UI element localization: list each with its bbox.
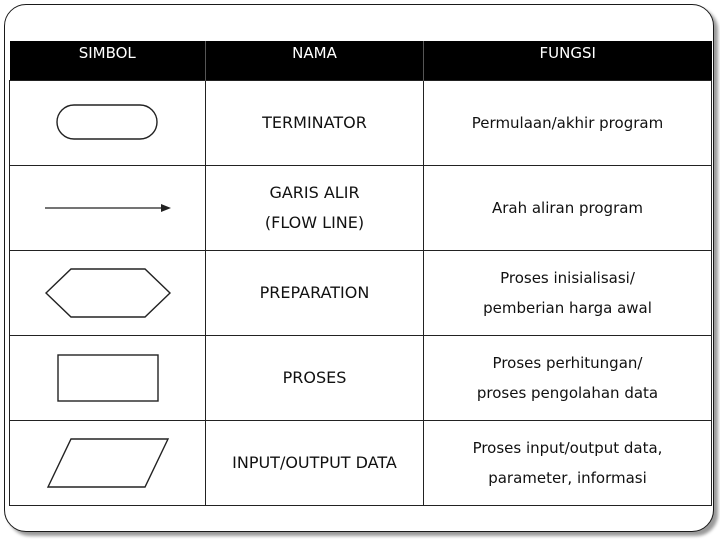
name-cell [206, 421, 424, 506]
name-cell [206, 166, 424, 251]
function-line: Proses inisialisasi/ [500, 269, 635, 287]
input-output-parallelogram-icon [45, 436, 171, 490]
name-line: INPUT/OUTPUT DATA [232, 453, 397, 472]
header-name: NAMA [206, 41, 424, 81]
name-cell [206, 336, 424, 421]
table-row [10, 251, 712, 336]
table-header-row [10, 41, 712, 81]
function-line: Permulaan/akhir program [471, 114, 664, 132]
function-line: Proses perhitungan/ [492, 354, 643, 372]
function-cell [424, 251, 712, 336]
header-function: FUNGSI [424, 41, 712, 81]
name-line: PREPARATION [259, 283, 370, 302]
function-cell [424, 421, 712, 506]
preparation-hexagon-icon [43, 266, 173, 320]
flow-line-arrow-icon [43, 198, 173, 218]
name-cell [206, 81, 424, 166]
name-line: PROSES [282, 368, 347, 387]
function-line: Proses input/output data, [472, 439, 663, 457]
function-line: parameter, informasi [488, 469, 647, 487]
function-cell [424, 81, 712, 166]
function-line: Arah aliran program [491, 199, 644, 217]
header-symbol: SIMBOL [10, 41, 206, 81]
symbol-cell [10, 421, 206, 506]
table-row [10, 81, 712, 166]
flowchart-symbol-table [9, 41, 712, 506]
symbol-cell [10, 81, 206, 166]
name-line: GARIS ALIR [269, 183, 360, 202]
table-row [10, 166, 712, 251]
function-line: proses pengolahan data [476, 384, 659, 402]
process-rectangle-icon [55, 352, 161, 404]
symbol-cell [10, 166, 206, 251]
terminator-shape-icon [53, 101, 163, 145]
name-line: TERMINATOR [262, 113, 367, 132]
name-cell [206, 251, 424, 336]
symbol-cell [10, 251, 206, 336]
function-line: pemberian harga awal [483, 299, 652, 317]
symbol-cell [10, 336, 206, 421]
function-cell [424, 166, 712, 251]
table-row [10, 336, 712, 421]
slide-frame [4, 4, 714, 532]
table-row [10, 421, 712, 506]
name-line: (FLOW LINE) [264, 213, 365, 232]
function-cell [424, 336, 712, 421]
